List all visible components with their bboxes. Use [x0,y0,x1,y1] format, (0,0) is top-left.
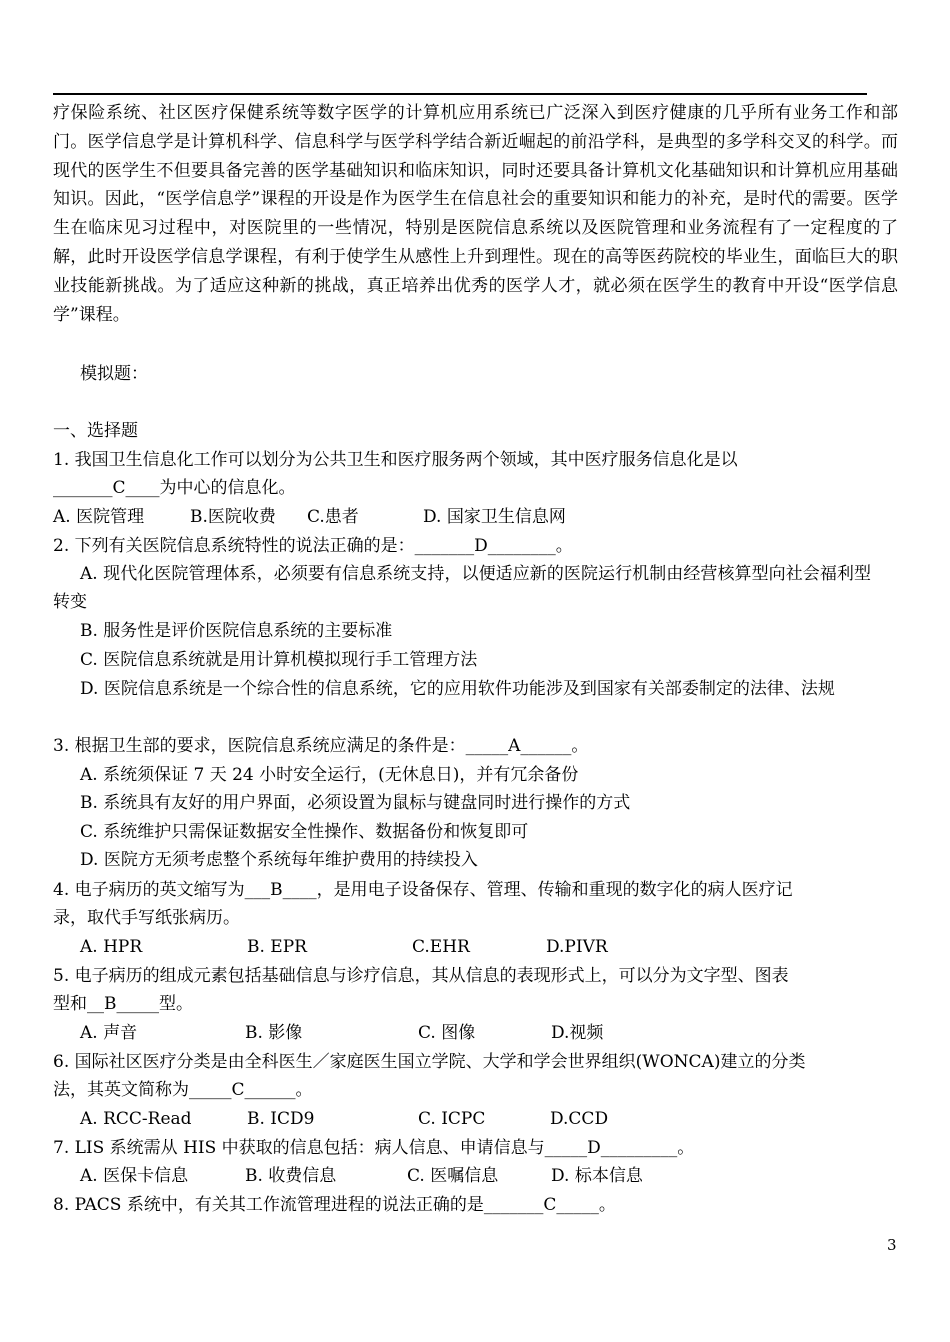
section-heading: 一、选择题 [53,421,138,441]
q2-stem: 2. 下列有关医院信息系统特性的说法正确的是：_______D________。 [53,536,573,556]
option-a: A. 声音 [80,1023,138,1043]
q6-stem: 6. 国际社区医疗分类是由全科医生／家庭医生国立学院、大学和学会世界组织(WONCA)建立的分类 [53,1052,806,1072]
q8-stem: 8. PACS 系统中，有关其工作流管理进程的说法正确的是_______C_____。 [53,1195,616,1215]
q2-option-c: C. 医院信息系统就是用计算机模拟现行手工管理方法 [80,650,478,670]
option-c: C. 医嘱信息 [407,1166,499,1186]
q1-options [53,503,566,531]
option-c: C. 图像 [418,1023,476,1043]
option-d: D. 标本信息 [551,1166,643,1186]
option-b: B. 影像 [245,1023,303,1043]
q7-options [80,1162,643,1190]
q1-stem-cont: _______C____为中心的信息化。 [53,478,296,498]
q2-option-d: D. 医院信息系统是一个综合性的信息系统，它的应用软件功能涉及到国家有关部委制定的法律、法规 [80,679,835,699]
option-d: D.PIVR [546,937,608,957]
q5-stem: 5. 电子病历的组成元素包括基础信息与诊疗信息，其从信息的表现形式上，可以分为文字型、图表 [53,966,789,986]
q5-stem-cont: 型和__B_____型。 [53,994,193,1014]
q3-option-d: D. 医院方无须考虑整个系统每年维护费用的持续投入 [80,850,478,870]
option-b: B. EPR [247,937,307,957]
q3-option-a: A. 系统须保证 7 天 24 小时安全运行，(无休息日)，并有冗余备份 [80,765,579,785]
q3-option-b: B. 系统具有友好的用户界面，必须设置为鼠标与键盘同时进行操作的方式 [80,793,631,813]
option-a: A. HPR [80,937,143,957]
intro-paragraph: 疗保险系统、社区医疗保健系统等数字医学的计算机应用系统已广泛深入到医疗健康的几乎所有业务工作和部门。医学信息学是计算机科学、信息科学与医学科学结合新近崛起的前沿学科，是典型的多学科交叉的科学。而现代的医学生不但要具备完善的医学基础知识和临床知识，同时还要具备计算机文化基础知识和计算机应用基础知识。因此，“医学信息学”课程的开设是作为医学生在信息社会的重要知识和能力的补充，是时代的需要。医学生在临床见习过程中，对医院里的一些情况，特别是医院信息系统以及医院管理和业务流程有了一定程度的了解，此时开设医学信息学课程，有利于使学生从感性上升到理性。现在的高等医药院校的毕业生，面临巨大的职业技能新挑战。为了适应这种新的挑战，真正培养出优秀的医学人才，就必须在医学生的教育中开设“医学信息学”课程。 [53,103,898,325]
option-b: B. 收费信息 [245,1166,337,1186]
option-a: A. RCC-Read [80,1109,192,1129]
q2-option-b: B. 服务性是评价医院信息系统的主要标准 [80,621,393,641]
q4-stem-cont: 录，取代手写纸张病历。 [53,908,240,928]
option-d: D. 国家卫生信息网 [423,507,566,527]
q4-stem: 4. 电子病历的英文缩写为___B____，是用电子设备保存、管理、传输和重现的数字化的病人医疗记 [53,880,793,900]
q7-stem: 7. LIS 系统需从 HIS 中获取的信息包括：病人信息、申请信息与_____D_________。 [53,1138,695,1158]
mock-heading: 模拟题： [80,364,148,384]
page-number: 3 [887,1236,897,1254]
q3-stem: 3. 根据卫生部的要求，医院信息系统应满足的条件是：_____A______。 [53,736,589,756]
q6-stem-cont: 法，其英文简称为_____C______。 [53,1080,313,1100]
option-d: D.视频 [551,1023,604,1043]
q1-stem: 1. 我国卫生信息化工作可以划分为公共卫生和医疗服务两个领域，其中医疗服务信息化是以 [53,450,738,470]
q2-option-a: A. 现代化医院管理体系，必须要有信息系统支持，以便适应新的医院运行机制由经营核算型向社会福利型转变 [53,564,871,612]
option-a: A. 医院管理 [53,507,145,527]
option-c: C.EHR [412,937,470,957]
option-b: B.医院收费 [190,507,276,527]
q3-option-c: C. 系统维护只需保证数据安全性操作、数据备份和恢复即可 [80,822,529,842]
header-rule [53,93,867,95]
option-d: D.CCD [550,1109,609,1129]
q5-options [80,1019,603,1047]
option-c: C.患者 [307,507,359,527]
q4-options [80,933,608,961]
option-c: C. ICPC [418,1109,486,1129]
option-a: A. 医保卡信息 [80,1166,189,1186]
q6-options [80,1105,608,1133]
option-b: B. ICD9 [247,1109,315,1129]
